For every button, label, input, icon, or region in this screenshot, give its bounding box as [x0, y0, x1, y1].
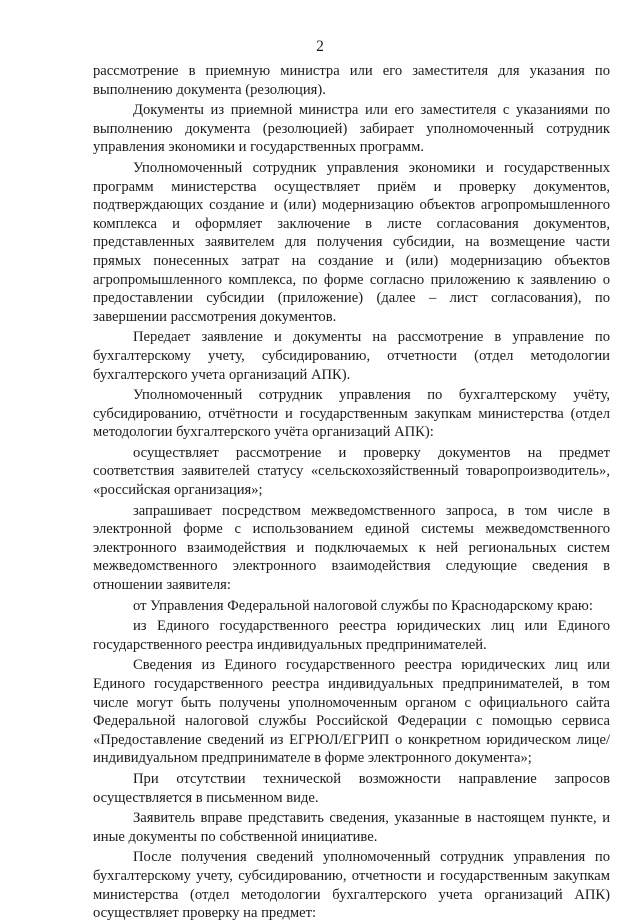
- paragraph: от Управления Федеральной налоговой службы по Краснодарскому краю:: [133, 597, 593, 614]
- paragraph: из Единого государственного реестра юридических лиц или Единого государственного реестра индивидуальных предпринимателей.: [93, 618, 610, 653]
- paragraph: Уполномоченный сотрудник управления экономики и государственных программ министерства осуществляет приём и проверку документов, подтверждающих создание и (или) модернизацию объектов агропромышленного комплекса и оформляет заключение в листе согласования документов, представленных заявителем для получения субсидии, на возмещение части прямых понесенных затрат на создание и (или) модернизацию объектов агропромышленного комплекса, по форме согласно приложению к заявлению о предоставлении субсидии (приложение) (далее – лист согласования), по завершении рассмотрения документов.: [93, 159, 610, 325]
- paragraph: При отсутствии технической возможности направление запросов осуществляется в письменном виде.: [93, 770, 610, 806]
- paragraph: рассмотрение в приемную министра или его заместителя для указания по выполнению документа (резолюция).: [93, 63, 610, 98]
- paragraph: запрашивает посредством межведомственного запроса, в том числе в электронной форме с использованием единой системы межведомственного электронного взаимодействия и подключаемых к ней региональных систем межведомственного электронного взаимодействия следующие сведения в отношении заявителя:: [93, 502, 610, 594]
- paragraph: Передает заявление и документы на рассмотрение в управление по бухгалтерскому учету, субсидированию, отчетности (отдел методологии бухгалтерского учета организаций АПК).: [93, 329, 610, 383]
- page-number: 2: [316, 38, 324, 55]
- document-body: [93, 62, 610, 923]
- paragraph: Документы из приемной министра или его заместителя с указаниями по выполнению документа (резолюцией) забирает уполномоченный сотрудник управления экономики и государственных программ.: [93, 102, 610, 156]
- paragraph: Заявитель вправе представить сведения, указанные в настоящем пункте, и иные документы по собственной инициативе.: [93, 810, 610, 845]
- paragraph: осуществляет рассмотрение и проверку документов на предмет соответствия заявителей статусу «сельскохозяйственный товаропроизводитель», «российская организация»;: [93, 444, 610, 499]
- paragraph: После получения сведений уполномоченный сотрудник управления по бухгалтерскому учету, субсидированию, отчетности и государственным закупкам министерства (отдел методологии бухгалтерского учета организаций АПК) осуществляет проверку на предмет:: [93, 849, 610, 922]
- paragraph: Уполномоченный сотрудник управления по бухгалтерскому учёту, субсидированию, отчётности и государственным закупкам министерства (отдел методологии бухгалтерского учёта организаций АПК):: [93, 387, 610, 441]
- paragraph: Сведения из Единого государственного реестра юридических лиц или Единого государственного реестра индивидуальных предпринимателей, в том числе могут быть получены уполномоченным органом с официального сайта Федеральной налоговой службы Российской Федерации с помощью сервиса «Предоставление сведений из ЕГРЮЛ/ЕГРИП о конкретном юридическом лице/индивидуальном предпринимателе в форме электронного документа»;: [93, 657, 610, 767]
